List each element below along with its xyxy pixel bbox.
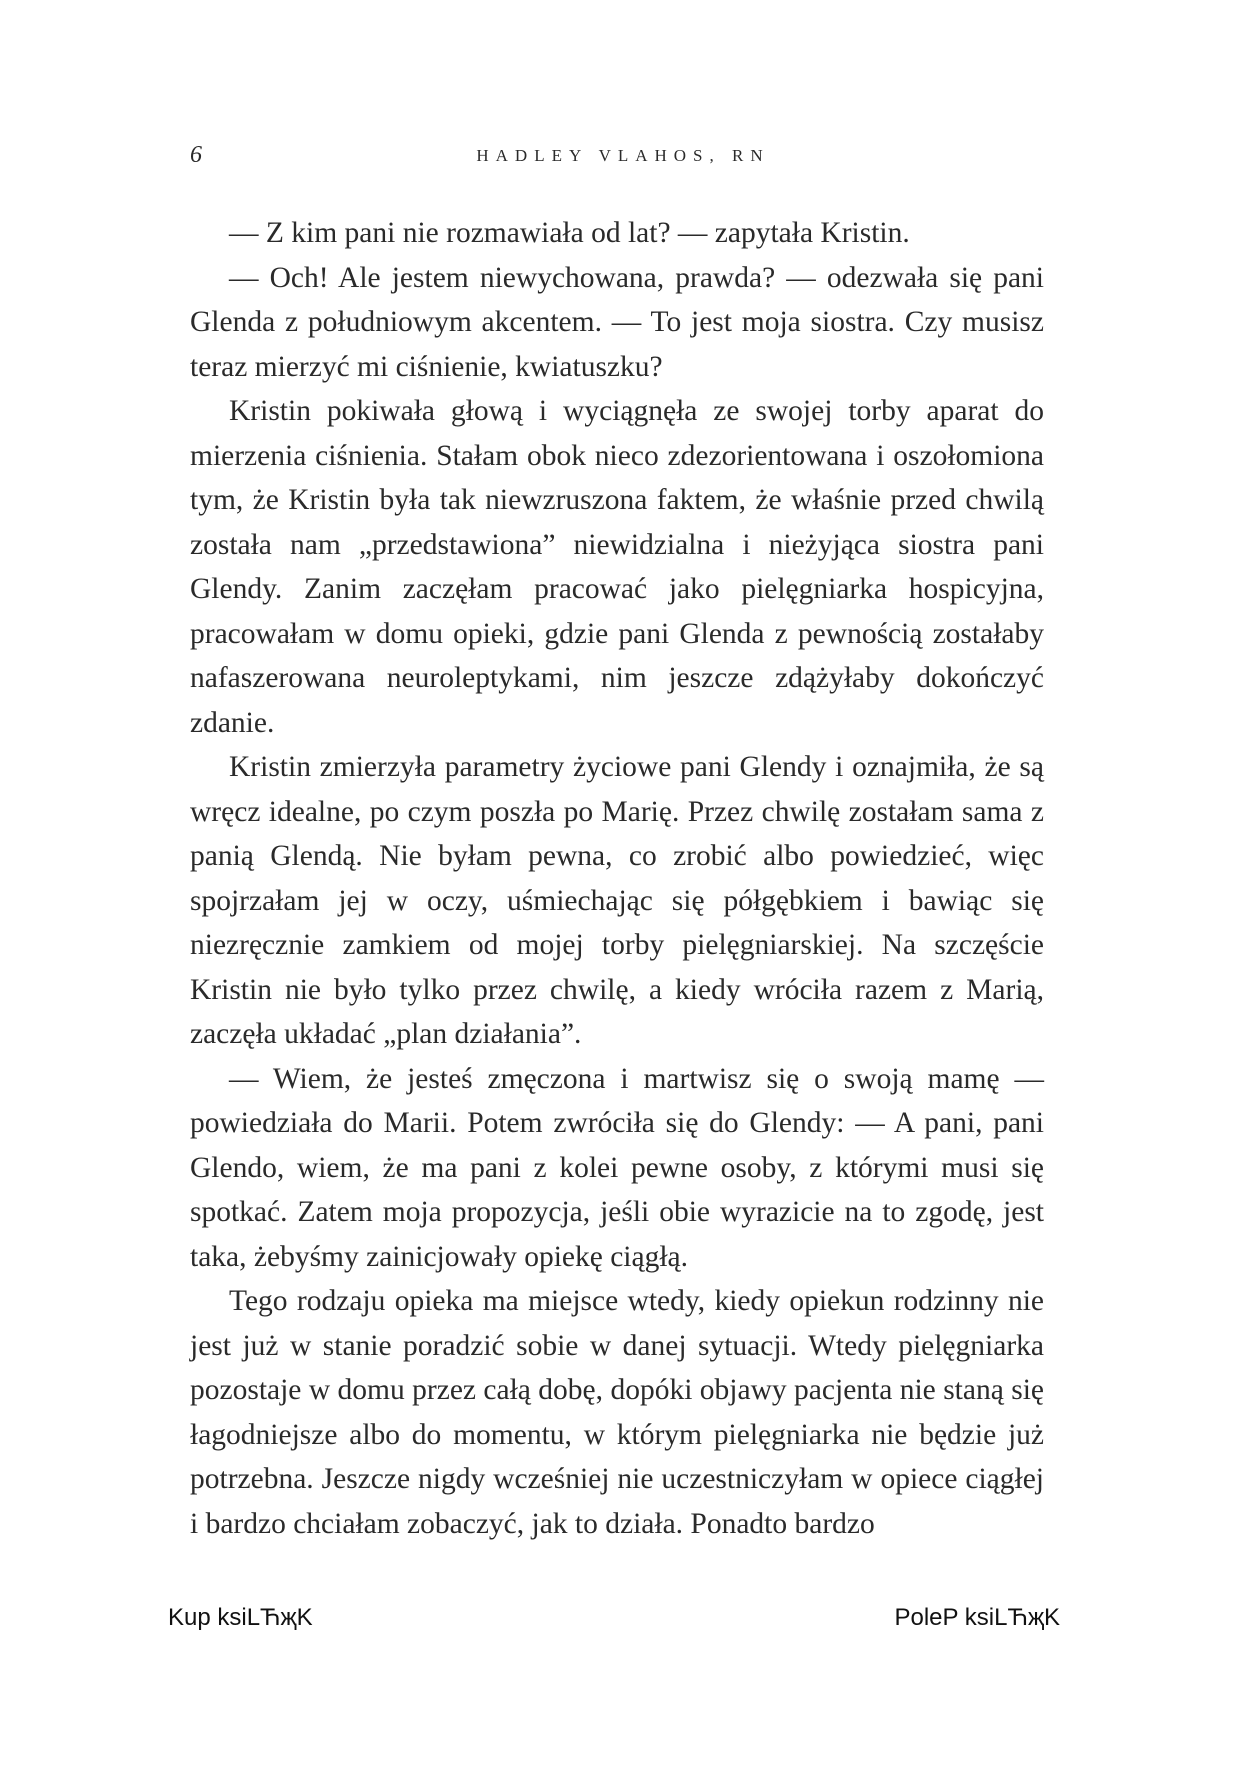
paragraph: Kristin pokiwała głową i wyciągnęła ze swojej torby aparat do mierzenia ciśnienia. Stałam obok nieco zdezorientowana i oszołomiona tym, że Kristin była tak niewzruszona faktem, że właśnie przed chwilą została nam „przedstawiona” niewidzialna i nieżyjąca siostra pani Glendy. Zanim zaczęłam pracować jako pielęgniarka hospicyjna, pracowałam w domu opieki, gdzie pani Glenda z pewnością zostałaby nafaszerowana neuroleptykami, nim jeszcze zdążyłaby dokończyć zdanie.	[190, 395, 1044, 739]
paragraph: — Och! Ale jestem niewychowana, prawda? — odezwała się pani Glenda z południowym akcentem. — To jest moja siostra. Czy musisz teraz mierzyć mi ciśnienie, kwiatuszku?	[190, 261, 1044, 383]
paragraph: Kristin zmierzyła parametry życiowe pani Glendy i oznajmiła, że są wręcz idealne, po czym poszła po Marię. Przez chwilę zostałam sama z panią Glendą. Nie byłam pewna, co zrobić albo powiedzieć, więc spojrzałam jej w oczy, uśmiechając się półgębkiem i bawiąc się niezręcznie zamkiem od mojej torby pielęgniarskiej. Na szczęście Kristin nie było tylko przez chwilę, a kiedy wróciła razem z Marią, zaczęła układać „plan działania”.	[190, 751, 1044, 1050]
paragraph: — Wiem, że jesteś zmęczona i martwisz się o swoją mamę — powiedziała do Marii. Potem zwróciła się do Glendy: — A pani, pani Glendo, wiem, że ma pani z kolei pewne osoby, z którymi musi się spotkać. Zatem moja propozycja, jeśli obie wyrazicie na to zgodę, jest taka, żebyśmy zainicjowały opiekę ciągłą.	[190, 1062, 1044, 1273]
paragraph: Tego rodzaju opieka ma miejsce wtedy, kiedy opiekun rodzinny nie jest już w stanie poradzić sobie w danej sytuacji. Wtedy pielęgniarka pozostaje w domu przez całą dobę, dopóki objawy pacjenta nie staną się łagodniejsze albo do momentu, w którym pielęgniarka nie będzie już potrzebna. Jeszcze nigdy wcześniej nie uczestniczyłam w opiece ciągłej i bardzo chciałam zobaczyć, jak to działa. Ponadto bardzo	[190, 1285, 1044, 1540]
paragraph: — Z kim pani nie rozmawiała od lat? — zapytała Kristin.	[229, 217, 910, 249]
body-text	[190, 211, 1044, 1546]
running-header-title: HADLEY VLAHOS, RN	[476, 146, 770, 165]
page-number: 6	[190, 142, 202, 168]
recommend-book-link[interactable]: PoleP ksiLЋҗK	[894, 1604, 1060, 1631]
buy-book-link[interactable]: Kup ksiLЋҗK	[168, 1604, 313, 1631]
